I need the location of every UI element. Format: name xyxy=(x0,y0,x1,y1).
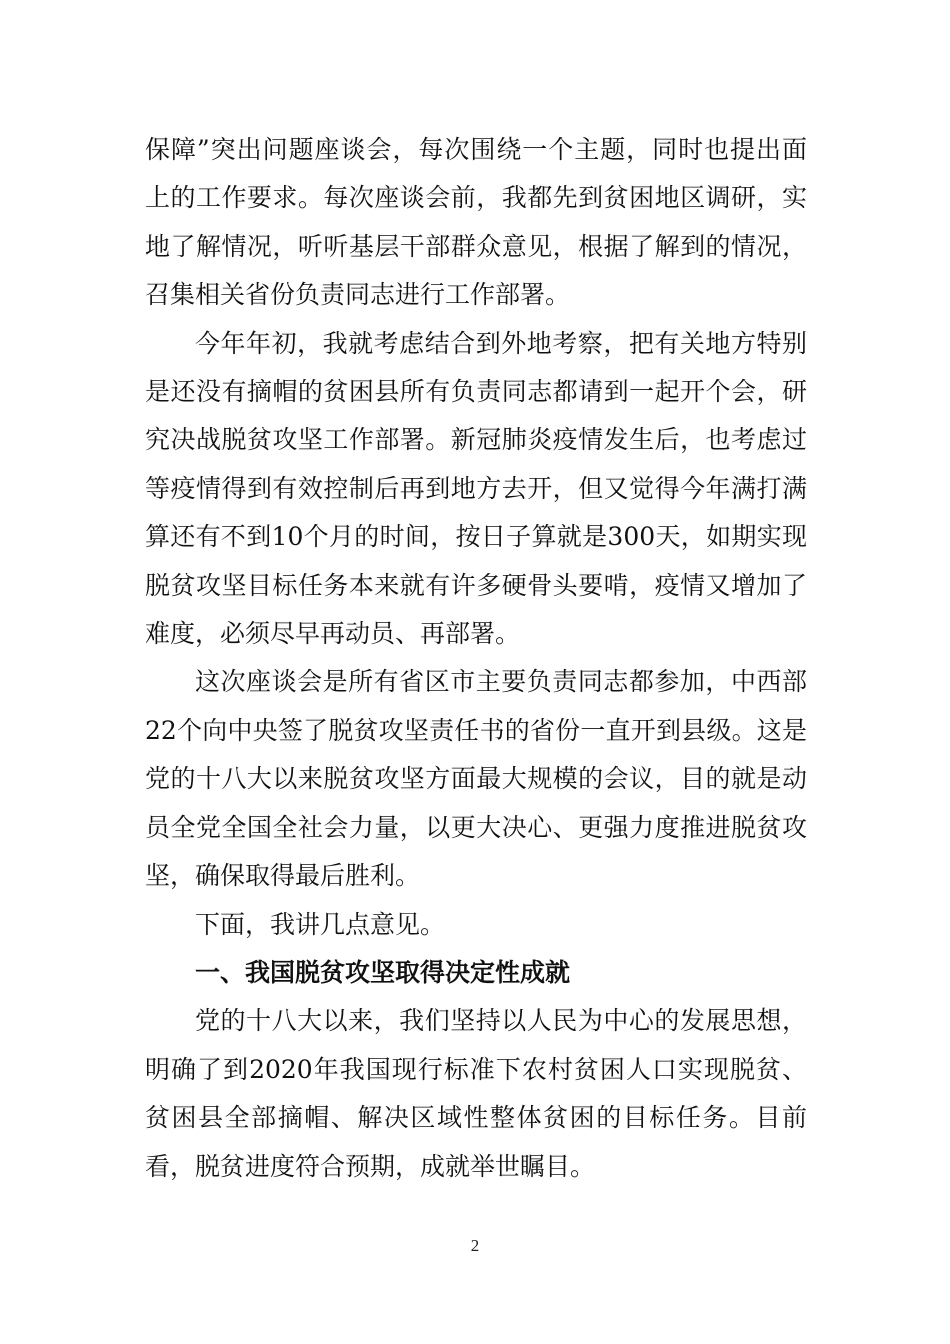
paragraph: 下面，我讲几点意见。 xyxy=(195,909,446,939)
paragraph-continued: 保障”突出问题座谈会，每次围绕一个主题，同时也提出面上的工作要求。每次座谈会前，我都先到贫困地区调研，实地了解情况，听听基层干部群众意见，根据了解到的情况，召集相关省份负责同志进行工作部署。 xyxy=(145,135,807,310)
document-body xyxy=(145,126,807,1191)
paragraph: 今年年初，我就考虑结合到外地考察，把有关地方特别是还没有摘帽的贫困县所有负责同志都请到一起开个会，研究决战脱贫攻坚工作部署。新冠肺炎疫情发生后，也考虑过等疫情得到有效控制后再到地方去开，但又觉得今年满打满算还有不到10个月的时间，按日子算就是300天，如期实现脱贫攻坚目标任务本来就有许多硬骨头要啃，疫情又增加了难度，必须尽早再动员、再部署。 xyxy=(145,328,807,649)
page-number: 2 xyxy=(470,1236,480,1255)
paragraph: 党的十八大以来，我们坚持以人民为中心的发展思想，明确了到2020年我国现行标准下农村贫困人口实现脱贫、贫困县全部摘帽、解决区域性整体贫困的目标任务。目前看，脱贫进度符合预期，成就举世瞩目。 xyxy=(145,1006,807,1181)
section-heading: 一、我国脱贫攻坚取得决定性成就 xyxy=(195,957,571,987)
paragraph: 这次座谈会是所有省区市主要负责同志都参加，中西部22个向中央签了脱贫攻坚责任书的省份一直开到县级。这是党的十八大以来脱贫攻坚方面最大规模的会议，目的就是动员全党全国全社会力量，以更大决心、更强力度推进脱贫攻坚，确保取得最后胜利。 xyxy=(145,667,807,891)
